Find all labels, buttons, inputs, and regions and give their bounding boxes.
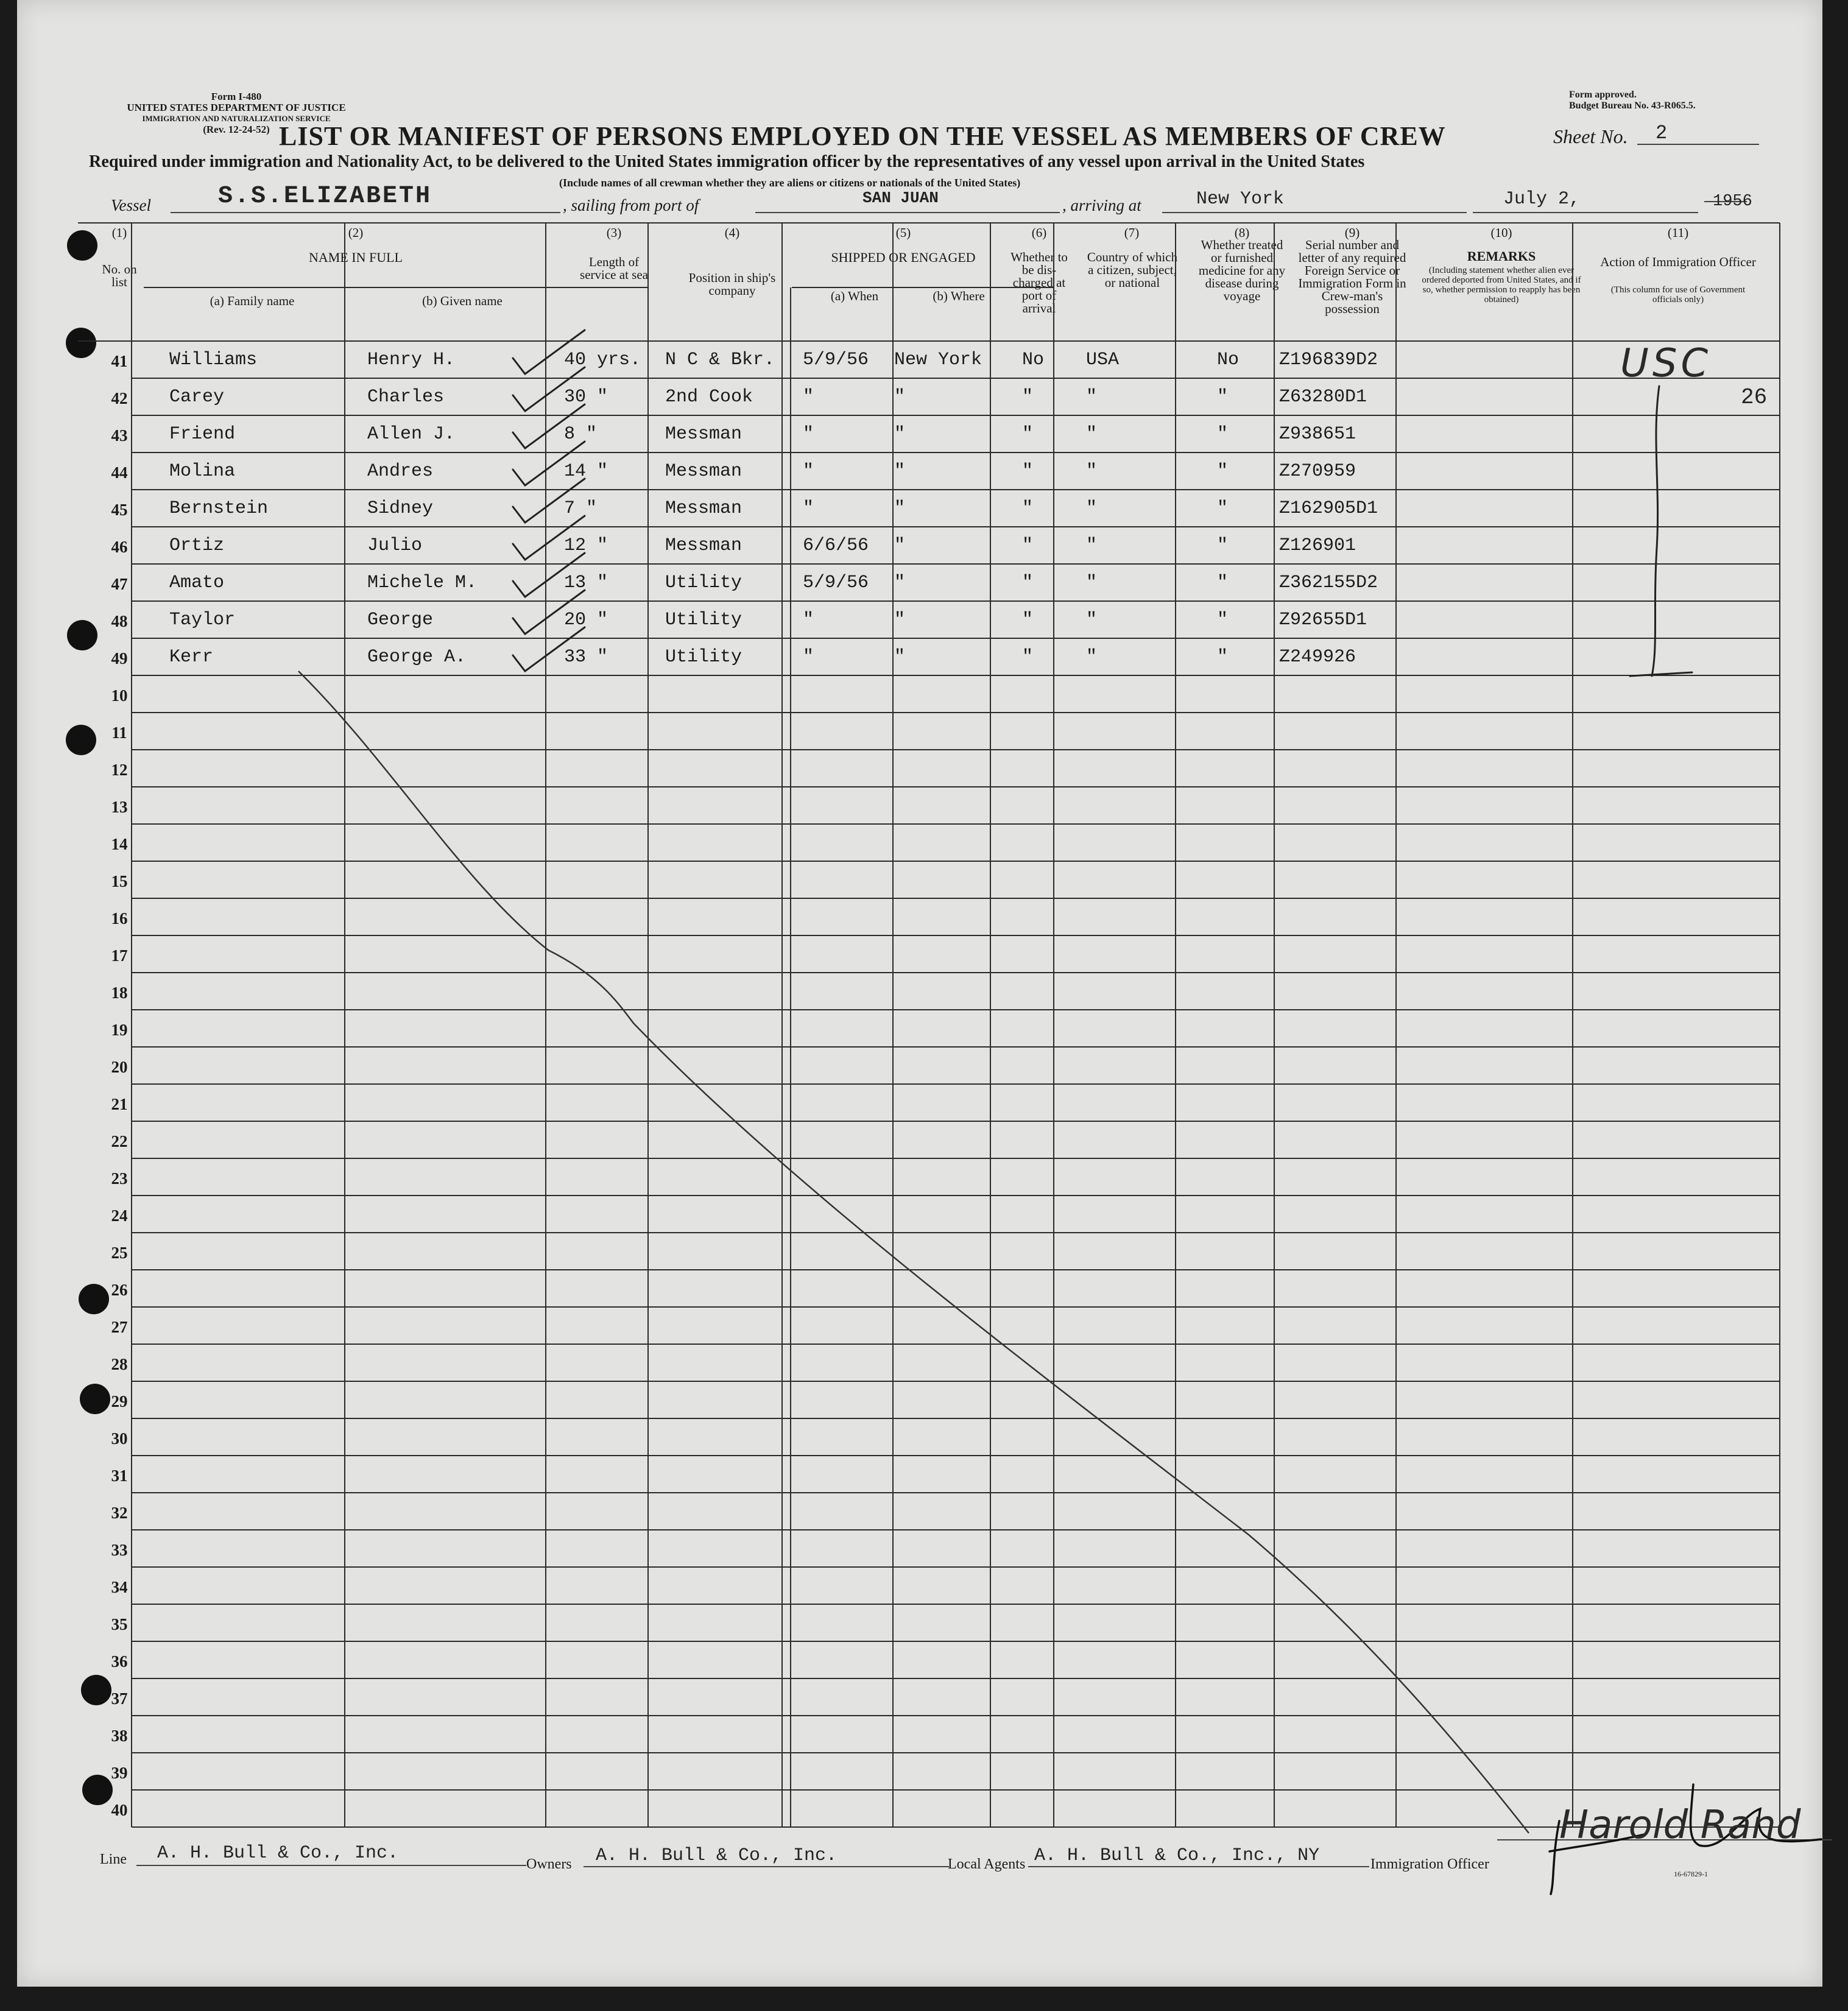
cell-where: " bbox=[894, 610, 906, 630]
row-number: 44 bbox=[111, 463, 128, 482]
line-value: A. H. Bull & Co., Inc. bbox=[157, 1843, 399, 1864]
row-number: 29 bbox=[111, 1392, 128, 1411]
cell-country: " bbox=[1086, 535, 1098, 556]
cell-length: 14 " bbox=[564, 461, 608, 482]
cell-where: " bbox=[894, 498, 906, 519]
cell-family: Friend bbox=[169, 424, 236, 445]
col9-header: Serial number and letter of any required Foreign Service or Immigration Form in Crew-man's possession bbox=[1298, 238, 1406, 316]
col2b-header: (b) Given name bbox=[422, 294, 503, 308]
row-number: 10 bbox=[111, 686, 128, 705]
col5b-header: (b) Where bbox=[933, 289, 985, 303]
manifest-sheet bbox=[17, 0, 1822, 1987]
include-note: (Include names of all crewman whether they are aliens or citizens or nationals of the United States) bbox=[559, 177, 1021, 189]
col10-number: (10) bbox=[1490, 225, 1512, 240]
col11-number: (11) bbox=[1667, 225, 1689, 240]
cell-given: Julio bbox=[367, 535, 423, 556]
row-number: 12 bbox=[111, 761, 128, 779]
row-number: 41 bbox=[111, 352, 128, 370]
col10-header: REMARKS bbox=[1467, 248, 1536, 264]
cell-position: Messman bbox=[665, 461, 742, 482]
cell-position: Messman bbox=[665, 424, 742, 445]
cell-country: " bbox=[1086, 647, 1098, 667]
cell-position: Utility bbox=[665, 572, 742, 593]
cell-serial: Z162905D1 bbox=[1279, 498, 1378, 519]
row-number: 20 bbox=[111, 1058, 128, 1076]
col4-header: Position in ship's company bbox=[688, 270, 776, 298]
row-number: 16 bbox=[111, 909, 128, 928]
cell-when: 5/9/56 bbox=[803, 350, 869, 370]
row-number: 28 bbox=[111, 1355, 128, 1373]
row-number: 21 bbox=[111, 1095, 128, 1113]
row-number: 49 bbox=[111, 649, 128, 667]
row-number: 24 bbox=[111, 1206, 128, 1225]
sailing-from-label: , sailing from port of bbox=[563, 196, 699, 214]
row-number: 11 bbox=[111, 724, 127, 742]
row-number: 35 bbox=[111, 1615, 128, 1633]
cell-family: Bernstein bbox=[169, 498, 269, 519]
row-number: 39 bbox=[111, 1764, 128, 1782]
cell-country: " bbox=[1086, 387, 1098, 407]
row-number: 34 bbox=[111, 1578, 128, 1596]
form-revision: (Rev. 12-24-52) bbox=[203, 124, 270, 135]
cell-family: Amato bbox=[169, 572, 225, 593]
cell-treated: " bbox=[1217, 572, 1229, 593]
arrival-year: 1956 bbox=[1713, 192, 1752, 211]
cell-country: " bbox=[1086, 424, 1098, 445]
form-approval: Form approved. bbox=[1569, 90, 1637, 100]
row-number: 38 bbox=[111, 1727, 128, 1745]
row-number: 13 bbox=[111, 798, 128, 816]
row-number: 14 bbox=[111, 835, 128, 853]
row-number: 43 bbox=[111, 426, 128, 445]
cell-where: " bbox=[894, 387, 906, 407]
form-number: Form I-480 bbox=[211, 91, 262, 102]
cell-discharged: " bbox=[1022, 498, 1034, 519]
cell-where: New York bbox=[894, 350, 982, 370]
cell-treated: " bbox=[1217, 647, 1229, 667]
cell-serial: Z938651 bbox=[1279, 424, 1356, 445]
immigration-officer-label: Immigration Officer bbox=[1370, 1856, 1489, 1872]
row-number: 25 bbox=[111, 1244, 128, 1262]
cell-given: Allen J. bbox=[367, 424, 456, 445]
budget-bureau: Budget Bureau No. 43-R065.5. bbox=[1569, 100, 1696, 111]
row-number: 46 bbox=[111, 538, 128, 556]
col8-header: Whether treated or furnished medicine for any disease during voyage bbox=[1198, 238, 1286, 303]
col1-header: No. on list bbox=[102, 262, 137, 289]
cell-when: " bbox=[803, 461, 814, 482]
cell-length: 33 " bbox=[564, 647, 608, 667]
col7-number: (7) bbox=[1124, 225, 1140, 240]
local-agents-value: A. H. Bull & Co., Inc., NY bbox=[1034, 1845, 1320, 1866]
row-number: 26 bbox=[111, 1281, 128, 1299]
cell-treated: " bbox=[1217, 535, 1229, 556]
cell-discharged: " bbox=[1022, 461, 1034, 482]
cell-discharged: " bbox=[1022, 647, 1034, 667]
cell-treated: " bbox=[1217, 610, 1229, 630]
sheet-label: Sheet No. bbox=[1553, 125, 1628, 147]
cell-given: Sidney bbox=[367, 498, 434, 519]
cell-treated: " bbox=[1217, 461, 1229, 482]
row-number: 36 bbox=[111, 1652, 128, 1671]
col5a-header: (a) When bbox=[830, 289, 879, 303]
cell-discharged: " bbox=[1022, 572, 1034, 593]
col5-number: (5) bbox=[895, 225, 911, 240]
cell-where: " bbox=[894, 424, 906, 445]
cell-treated: " bbox=[1217, 424, 1229, 445]
cell-given: George A. bbox=[367, 647, 467, 667]
arriving-at-label: , arriving at bbox=[1062, 196, 1141, 214]
cell-discharged: " bbox=[1022, 424, 1034, 445]
cell-given: Andres bbox=[367, 461, 434, 482]
cell-when: " bbox=[803, 498, 814, 519]
col5-header: SHIPPED OR ENGAGED bbox=[831, 250, 976, 265]
cell-length: 20 " bbox=[564, 610, 608, 630]
cell-discharged: " bbox=[1022, 387, 1034, 407]
col2-number: (2) bbox=[348, 225, 364, 240]
owners-label: Owners bbox=[526, 1856, 572, 1872]
row-number: 23 bbox=[111, 1169, 128, 1188]
cell-where: " bbox=[894, 535, 906, 556]
department-name: UNITED STATES DEPARTMENT OF JUSTICE bbox=[127, 102, 346, 113]
col6-number: (6) bbox=[1031, 225, 1047, 240]
cell-treated: " bbox=[1217, 498, 1229, 519]
col8-number: (8) bbox=[1234, 225, 1250, 240]
cell-country: " bbox=[1086, 572, 1098, 593]
cell-position: Utility bbox=[665, 647, 742, 667]
row-number: 42 bbox=[111, 389, 128, 407]
side-count: 26 bbox=[1741, 385, 1768, 410]
row-number: 37 bbox=[111, 1689, 128, 1708]
cell-position: Messman bbox=[665, 535, 742, 556]
cell-given: Henry H. bbox=[367, 350, 456, 370]
officer-mark: USC bbox=[1620, 341, 1712, 386]
cell-country: " bbox=[1086, 610, 1098, 630]
row-number: 15 bbox=[111, 872, 128, 890]
sailing-from-port: SAN JUAN bbox=[862, 189, 939, 207]
cell-length: 8 " bbox=[564, 424, 598, 445]
cell-length: 12 " bbox=[564, 535, 608, 556]
cell-where: " bbox=[894, 647, 906, 667]
row-number: 47 bbox=[111, 575, 128, 593]
vessel-name: S.S.ELIZABETH bbox=[218, 183, 432, 210]
row-number: 18 bbox=[111, 984, 128, 1002]
cell-given: George bbox=[367, 610, 434, 630]
cell-discharged: " bbox=[1022, 610, 1034, 630]
cell-length: 13 " bbox=[564, 572, 608, 593]
row-number: 17 bbox=[111, 946, 128, 965]
cell-treated: " bbox=[1217, 387, 1229, 407]
cell-serial: Z249926 bbox=[1279, 647, 1356, 667]
row-number: 27 bbox=[111, 1318, 128, 1336]
row-number: 19 bbox=[111, 1021, 128, 1039]
service-name: IMMIGRATION AND NATURALIZATION SERVICE bbox=[142, 114, 331, 123]
row-number: 33 bbox=[111, 1541, 128, 1559]
cell-serial: Z63280D1 bbox=[1279, 387, 1367, 407]
cell-family: Williams bbox=[169, 350, 258, 370]
col11-note: (This column for use of Government officials only) bbox=[1610, 285, 1746, 305]
col2-header: NAME IN FULL bbox=[309, 250, 403, 265]
cell-when: " bbox=[803, 424, 814, 445]
immigration-officer-signature: Harold Rand bbox=[1559, 1803, 1801, 1848]
cell-length: 30 " bbox=[564, 387, 608, 407]
col2a-header: (a) Family name bbox=[210, 294, 295, 308]
local-agents-label: Local Agents bbox=[948, 1856, 1026, 1872]
cell-where: " bbox=[894, 572, 906, 593]
cell-country: " bbox=[1086, 498, 1098, 519]
cell-where: " bbox=[894, 461, 906, 482]
cell-given: Charles bbox=[367, 387, 445, 407]
owners-value: A. H. Bull & Co., Inc. bbox=[596, 1845, 838, 1866]
cell-given: Michele M. bbox=[367, 572, 478, 593]
row-number: 31 bbox=[111, 1467, 128, 1485]
arrival-date: July 2, bbox=[1503, 189, 1581, 210]
cell-serial: Z92655D1 bbox=[1279, 610, 1367, 630]
vessel-label: Vessel bbox=[111, 196, 151, 214]
cell-position: Messman bbox=[665, 498, 742, 519]
arriving-port: New York bbox=[1196, 189, 1285, 210]
cell-treated: No bbox=[1217, 350, 1240, 370]
row-number: 48 bbox=[111, 612, 128, 630]
col9-number: (9) bbox=[1344, 225, 1360, 240]
form-subtitle: Required under immigration and Nationality Act, to be delivered to the United States immigration officer by the representatives of any vessel upon arrival in the United States bbox=[89, 152, 1365, 171]
cell-position: 2nd Cook bbox=[665, 387, 753, 407]
row-number: 32 bbox=[111, 1504, 128, 1522]
col7-header: Country of which a citizen, subject, or national bbox=[1087, 250, 1178, 290]
cell-discharged: No bbox=[1022, 350, 1045, 370]
cell-when: 6/6/56 bbox=[803, 535, 869, 556]
row-number: 30 bbox=[111, 1429, 128, 1448]
cell-when: 5/9/56 bbox=[803, 572, 869, 593]
cell-serial: Z196839D2 bbox=[1279, 350, 1378, 370]
col4-number: (4) bbox=[724, 225, 740, 240]
cell-family: Ortiz bbox=[169, 535, 225, 556]
row-number: 40 bbox=[111, 1801, 128, 1819]
col6-header: Whether to be dis-charged at port of arrival bbox=[1010, 250, 1068, 315]
cell-serial: Z126901 bbox=[1279, 535, 1356, 556]
cell-position: N C & Bkr. bbox=[665, 350, 775, 370]
cell-when: " bbox=[803, 387, 814, 407]
cell-when: " bbox=[803, 610, 814, 630]
cell-country: " bbox=[1086, 461, 1098, 482]
cell-discharged: " bbox=[1022, 535, 1034, 556]
cell-when: " bbox=[803, 647, 814, 667]
cell-serial: Z362155D2 bbox=[1279, 572, 1378, 593]
col3-header: Length of service at sea bbox=[580, 255, 648, 282]
line-label: Line bbox=[100, 1851, 127, 1867]
cell-length: 7 " bbox=[564, 498, 598, 519]
cell-family: Molina bbox=[169, 461, 236, 482]
row-number: 22 bbox=[111, 1132, 128, 1150]
col10-note: (Including statement whether alien ever ordered deported from United States, and if so, whether permission to reapply has been obtained) bbox=[1422, 266, 1581, 305]
cell-family: Carey bbox=[169, 387, 225, 407]
cell-serial: Z270959 bbox=[1279, 461, 1356, 482]
print-code: 16-67829-1 bbox=[1674, 1870, 1708, 1878]
cell-family: Taylor bbox=[169, 610, 236, 630]
form-title: LIST OR MANIFEST OF PERSONS EMPLOYED ON THE VESSEL AS MEMBERS OF CREW bbox=[279, 121, 1446, 151]
cell-family: Kerr bbox=[169, 647, 214, 667]
cell-position: Utility bbox=[665, 610, 742, 630]
col3-number: (3) bbox=[606, 225, 622, 240]
col11-header: Action of Immigration Officer bbox=[1600, 255, 1756, 269]
sheet-number: 2 bbox=[1656, 122, 1668, 144]
row-number: 45 bbox=[111, 501, 128, 519]
cell-country: USA bbox=[1086, 350, 1120, 370]
cell-length: 40 yrs. bbox=[564, 350, 641, 370]
col1-number: (1) bbox=[111, 225, 127, 240]
